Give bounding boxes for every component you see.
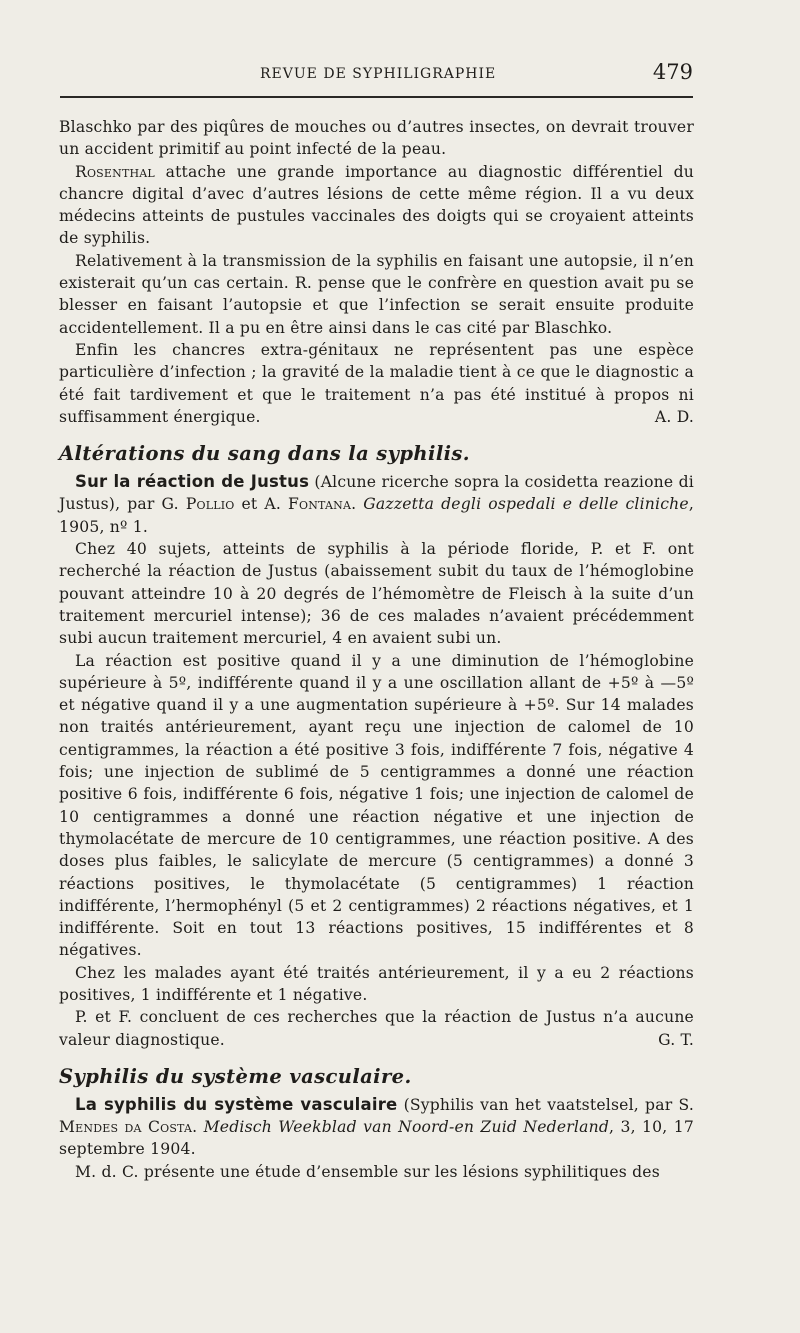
- header-rule: [60, 96, 693, 98]
- signature: G. T.: [658, 1030, 694, 1049]
- citation-text: , 3, 10, 17 septembre 1904.: [59, 1118, 694, 1159]
- section-heading: Syphilis du système vasculaire.: [59, 1064, 412, 1088]
- article-title: Sur la réaction de Justus: [75, 472, 310, 492]
- page-body: [59, 116, 694, 1183]
- signature: A. D.: [654, 407, 694, 426]
- citation-text: .: [192, 1118, 204, 1137]
- paragraph-text: P. et F. concluent de ces recherches que la réaction de Justus n’a aucune valeur diagnostique.: [59, 1008, 694, 1049]
- article-title: La syphilis du système vasculaire: [75, 1094, 398, 1114]
- running-title: REVUE DE SYPHILIGRAPHIE: [260, 66, 497, 82]
- citation-text: (Syphilis van het vaatstelsel, par S.: [397, 1095, 694, 1114]
- author-name: Rosenthal: [75, 162, 155, 181]
- citation-text: (Alcune ricerche sopra la cosidetta reazione di Justus), par G.: [59, 473, 694, 514]
- author-name: Pollio: [185, 495, 235, 514]
- author-name: Mendes da Costa: [59, 1118, 193, 1137]
- page-header: [60, 58, 693, 90]
- journal-name: Medisch Weekblad van Noord-en Zuid Nederland: [203, 1118, 610, 1137]
- paragraph: La réaction est positive quand il y a une diminution de l’hémoglobine supérieure à 5º, indifférente quand il y a une oscillation allant de +5º à —5º et négative quand il y a une augmentation supérieure à +5º. Sur 14 malades non traités antérieurement, ayant reçu une injection de calomel de 10 centigrammes, la réaction a été positive 3 fois, indifférente 7 fois, négative 4 fois; une injection de sublimé de 5 centigrammes a donné une réaction positive 6 fois, indifférente 6 fois, négative 1 fois; une injection de calomel de 10 centigrammes a donné une réaction négative et une injection de thymolacétate de mercure de 10 centigrammes, une réaction positive. A des doses plus faibles, le salicylate de mercure (5 centigrammes) a donné 3 réactions positives, le thymolacétate (5 centigrammes) 1 réaction indifférente, l’hermophényl (5 et 2 centigrammes) 2 réactions négatives, et 1 indifférente. Soit en tout 13 réactions positives, 15 indifférentes et 8 négatives.: [59, 651, 694, 960]
- paragraph: [59, 1006, 694, 1051]
- section-heading: Altérations du sang dans la syphilis.: [59, 442, 470, 466]
- paragraph-text: Enfin les chancres extra-génitaux ne représentent pas une espèce particulière d’infection ; la gravité de la maladie tient à ce que le diagnostic a été fait tardivement et que le traitement n’a pas été institué à propos ni suffisamment énergique.: [59, 340, 694, 426]
- citation-text: .: [351, 495, 364, 514]
- article-citation: [59, 471, 694, 538]
- paragraph-text: attache une grande importance au diagnostic différentiel du chancre digital d’avec d’autres lésions de cette même région. Il a vu deux médecins atteints de pustules vaccinales des doigts qui se croyaient atteints de syphilis.: [59, 162, 694, 248]
- paragraph: Chez les malades ayant été traités antérieurement, il y a eu 2 réactions positives, 1 indifférente et 1 négative.: [59, 963, 694, 1004]
- citation-text: et A.: [234, 495, 288, 514]
- citation-text: , 1905, nº 1.: [59, 495, 695, 536]
- paragraph: [59, 161, 694, 250]
- author-name: Fontana: [287, 495, 352, 514]
- paragraph: Chez 40 sujets, atteints de syphilis à la période floride, P. et F. ont recherché la réaction de Justus (abaissement subit du taux de l’hémoglobine pouvant atteindre 10 à 20 degrés de l’hémomètre de Fleisch à la suite d’un traitement mercuriel intense); 36 de ces malades n’avaient précédemment subi aucun traitement mercuriel, 4 en avaient subi un.: [59, 540, 694, 648]
- journal-name: Gazzetta degli ospedali e delle cliniche: [363, 495, 689, 514]
- paragraph: Relativement à la transmission de la syphilis en faisant une autopsie, il n’en existerait qu’un cas certain. R. pense que le confrère en question avait pu se blesser en faisant l’autopsie et que l’infection se serait ensuite produite accidentellement. Il a pu en être ainsi dans le cas cité par Blaschko.: [59, 251, 694, 337]
- paragraph: [59, 339, 694, 428]
- paragraph: Blaschko par des piqûres de mouches ou d’autres insectes, on devrait trouver un accident primitif au point infecté de la peau.: [59, 118, 694, 159]
- page-number: 479: [652, 60, 693, 84]
- paragraph: M. d. C. présente une étude d’ensemble sur les lésions syphilitiques des: [75, 1162, 660, 1181]
- article-citation: [59, 1094, 694, 1161]
